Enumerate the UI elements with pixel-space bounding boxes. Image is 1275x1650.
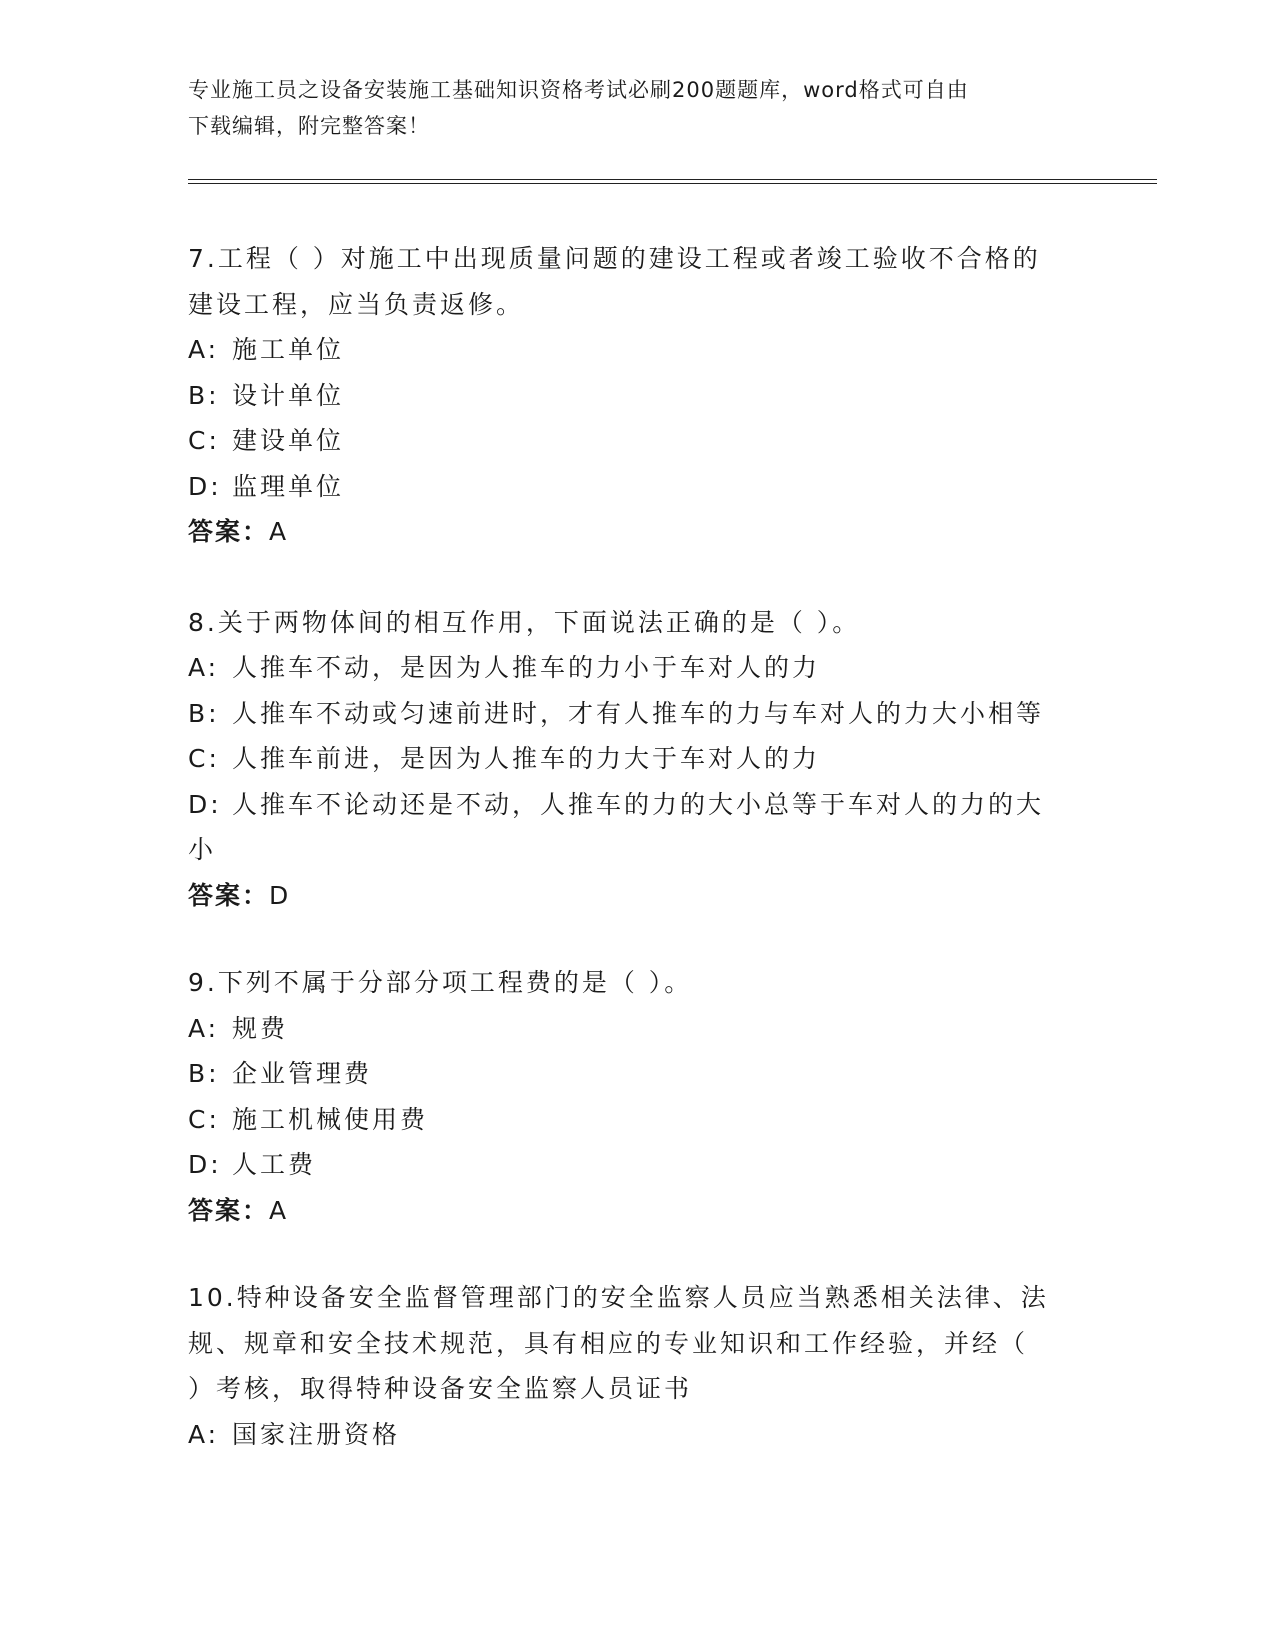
answer-line <box>188 1188 1088 1234</box>
option-label: C: <box>188 744 220 773</box>
option-text: 建设单位 <box>232 426 345 455</box>
option-a <box>188 1412 1088 1458</box>
option-label: D: <box>188 1150 222 1179</box>
question-10 <box>188 1275 1088 1457</box>
option-text: 企业管理费 <box>232 1059 373 1088</box>
option-label: C: <box>188 1104 220 1134</box>
question-stem-line: 7.工程（ ）对施工中出现质量问题的建设工程或者竣工验收不合格的 <box>188 244 1041 273</box>
header-line-2: 下载编辑，附完整答案！ <box>188 114 430 138</box>
option-d <box>188 464 1088 510</box>
option-a <box>188 645 1088 691</box>
question-list <box>188 236 1088 1457</box>
option-d <box>188 782 1088 828</box>
answer-value: A <box>269 517 290 546</box>
question-stem-line: 8.关于两物体间的相互作用，下面说法正确的是（ ）。 <box>188 607 861 637</box>
option-text: 国家注册资格 <box>232 1419 401 1449</box>
header-divider-bottom <box>188 183 1157 184</box>
option-text: 施工单位 <box>232 335 345 364</box>
option-b <box>188 691 1088 737</box>
option-text: 人推车前进，是因为人推车的力大于车对人的力 <box>232 744 821 773</box>
document-header <box>188 72 1068 144</box>
option-label: D: <box>188 789 222 819</box>
option-c <box>188 736 1088 782</box>
option-label: A: <box>188 1013 220 1043</box>
answer-value: A <box>269 1195 290 1225</box>
question-stem-line: 10.特种设备安全监督管理部门的安全监察人员应当熟悉相关法律、法 <box>188 1283 1049 1312</box>
option-label: A: <box>188 335 220 364</box>
option-text: 监理单位 <box>232 471 345 501</box>
option-c <box>188 418 1088 464</box>
option-d <box>188 1142 1088 1188</box>
option-text: 规费 <box>232 1013 289 1043</box>
option-label: D: <box>188 471 222 501</box>
header-divider-top <box>188 179 1157 180</box>
question-stem-line: 建设工程，应当负责返修。 <box>188 289 525 319</box>
question-stem-line: 9.下列不属于分部分项工程费的是（ ）。 <box>188 968 693 997</box>
question-8 <box>188 600 1088 919</box>
answer-line <box>188 873 1088 919</box>
option-text: 施工机械使用费 <box>232 1104 429 1134</box>
option-label: B: <box>188 1059 220 1088</box>
option-b <box>188 1051 1088 1097</box>
question-stem-line: 规、规章和安全技术规范，具有相应的专业知识和工作经验，并经（ <box>188 1328 1029 1358</box>
question-9 <box>188 960 1088 1233</box>
option-label: C: <box>188 426 220 455</box>
option-label: A: <box>188 1419 220 1449</box>
option-label: B: <box>188 380 220 410</box>
answer-line <box>188 509 1088 555</box>
option-label: A: <box>188 653 220 682</box>
option-text: 人推车不动，是因为人推车的力小于车对人的力 <box>232 653 821 682</box>
answer-label: 答案： <box>188 1195 270 1225</box>
option-text: 人工费 <box>232 1150 317 1179</box>
option-a <box>188 327 1088 373</box>
question-7 <box>188 236 1088 555</box>
header-line-1: 专业施工员之设备安装施工基础知识资格考试必刷200题题库，word格式可自由 <box>188 78 969 102</box>
option-c <box>188 1097 1088 1143</box>
option-text: 人推车不动或匀速前进时，才有人推车的力与车对人的力大小相等 <box>232 698 1045 728</box>
answer-label: 答案： <box>188 880 270 910</box>
answer-label: 答案： <box>188 517 270 546</box>
option-a <box>188 1006 1088 1052</box>
option-d-continuation: 小 <box>188 835 217 864</box>
option-text: 设计单位 <box>232 380 345 410</box>
question-stem-line: ）考核，取得特种设备安全监察人员证书 <box>188 1374 693 1403</box>
option-label: B: <box>188 698 220 728</box>
option-b <box>188 373 1088 419</box>
answer-value: D <box>269 880 292 910</box>
option-text: 人推车不论动还是不动，人推车的力的大小总等于车对人的力的大 <box>232 789 1045 819</box>
